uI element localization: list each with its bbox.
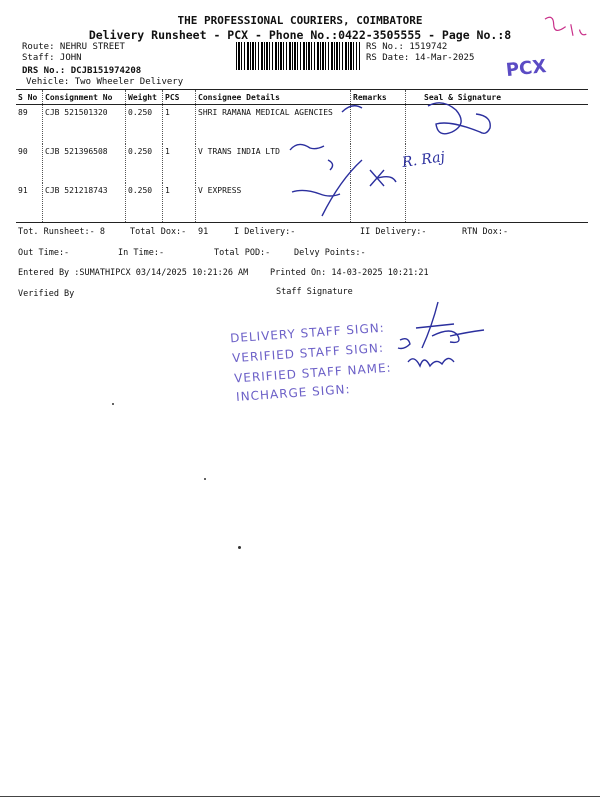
col-consignment: Consignment No <box>43 90 126 105</box>
cell-pcs: 1 <box>163 183 196 223</box>
cell-consignee: V TRANS INDIA LTD <box>196 144 351 183</box>
handwritten-marks <box>280 90 520 230</box>
total-dox-value: 91 <box>198 227 209 237</box>
page-edge <box>0 796 600 797</box>
barcode <box>236 42 360 70</box>
tot-runsheet: Tot. Runsheet:- 8 <box>18 227 105 237</box>
in-time: In Time:- <box>118 248 165 258</box>
ii-delivery: II Delivery:- <box>360 227 427 237</box>
col-consignee: Consignee Details <box>196 90 351 105</box>
delvy-points: Delvy Points:- <box>294 248 366 258</box>
cell-sno: 89 <box>18 108 28 117</box>
printed-on: Printed On: 14-03-2025 10:21:21 <box>270 268 429 278</box>
col-pcs: PCS <box>163 90 196 105</box>
cell-sno: 91 <box>16 183 43 223</box>
cell-consignment: CJB 521396508 <box>43 144 126 183</box>
cell-weight: 0.250 <box>126 183 163 223</box>
scan-speck <box>204 478 206 480</box>
col-sno: S No <box>16 90 43 105</box>
out-time: Out Time:- <box>18 248 70 258</box>
rs-number: RS No.: 1519742 <box>366 42 448 52</box>
rtn-dox: RTN Dox:- <box>462 227 509 237</box>
total-pod: Total POD:- <box>214 248 271 258</box>
runsheet-title: Delivery Runsheet - PCX - Phone No.:0422-3505555 - Page No.:8 <box>88 28 512 42</box>
i-delivery: I Delivery:- <box>234 227 296 237</box>
entered-by: Entered By :SUMATHIPCX 03/14/2025 10:21:26 AM <box>18 268 249 278</box>
cell-sno: 90 <box>18 147 28 156</box>
scan-speck <box>112 403 114 405</box>
pcx-stamp: PCX <box>505 55 548 82</box>
company-name: THE PROFESSIONAL COURIERS, COIMBATORE <box>177 14 423 27</box>
cell-pcs: 1 <box>163 144 196 183</box>
stamp-line-delivery: DELIVERY STAFF SIGN: <box>229 320 386 346</box>
stamp-line-verified-sign: VERIFIED STAFF SIGN: <box>231 340 385 366</box>
vehicle: Vehicle: Two Wheeler Delivery <box>26 77 184 87</box>
stamp-line-incharge: INCHARGE SIGN: <box>235 382 351 404</box>
cell-consignment: CJB 521218743 <box>43 183 126 223</box>
cell-consignment: CJB 521501320 <box>43 105 126 145</box>
stamp-line-verified-name: VERIFIED STAFF NAME: <box>233 360 393 386</box>
handwritten-initials: R. Raj <box>401 149 446 171</box>
route: Route: NEHRU STREET <box>22 42 125 52</box>
cell-pcs: 1 <box>163 105 196 145</box>
scan-speck <box>238 546 241 549</box>
cell-consignee: V EXPRESS <box>196 183 351 223</box>
col-weight: Weight <box>126 90 163 105</box>
stamp-signature <box>392 296 502 386</box>
col-seal: Seal & Signature <box>406 90 589 105</box>
drs-number: DRS No.: DCJB151974208 <box>22 66 142 76</box>
cell-weight: 0.250 <box>126 105 163 145</box>
total-dox-label: Total Dox:- <box>130 227 187 237</box>
col-remarks: Remarks <box>351 90 406 105</box>
cell-weight: 0.250 <box>126 144 163 183</box>
verified-by: Verified By <box>18 289 75 299</box>
staff-signature-label: Staff Signature <box>276 287 353 297</box>
staff: Staff: JOHN <box>22 53 82 63</box>
rs-date: RS Date: 14-Mar-2025 <box>366 53 475 63</box>
cell-consignee: SHRI RAMANA MEDICAL AGENCIES <box>196 105 351 145</box>
